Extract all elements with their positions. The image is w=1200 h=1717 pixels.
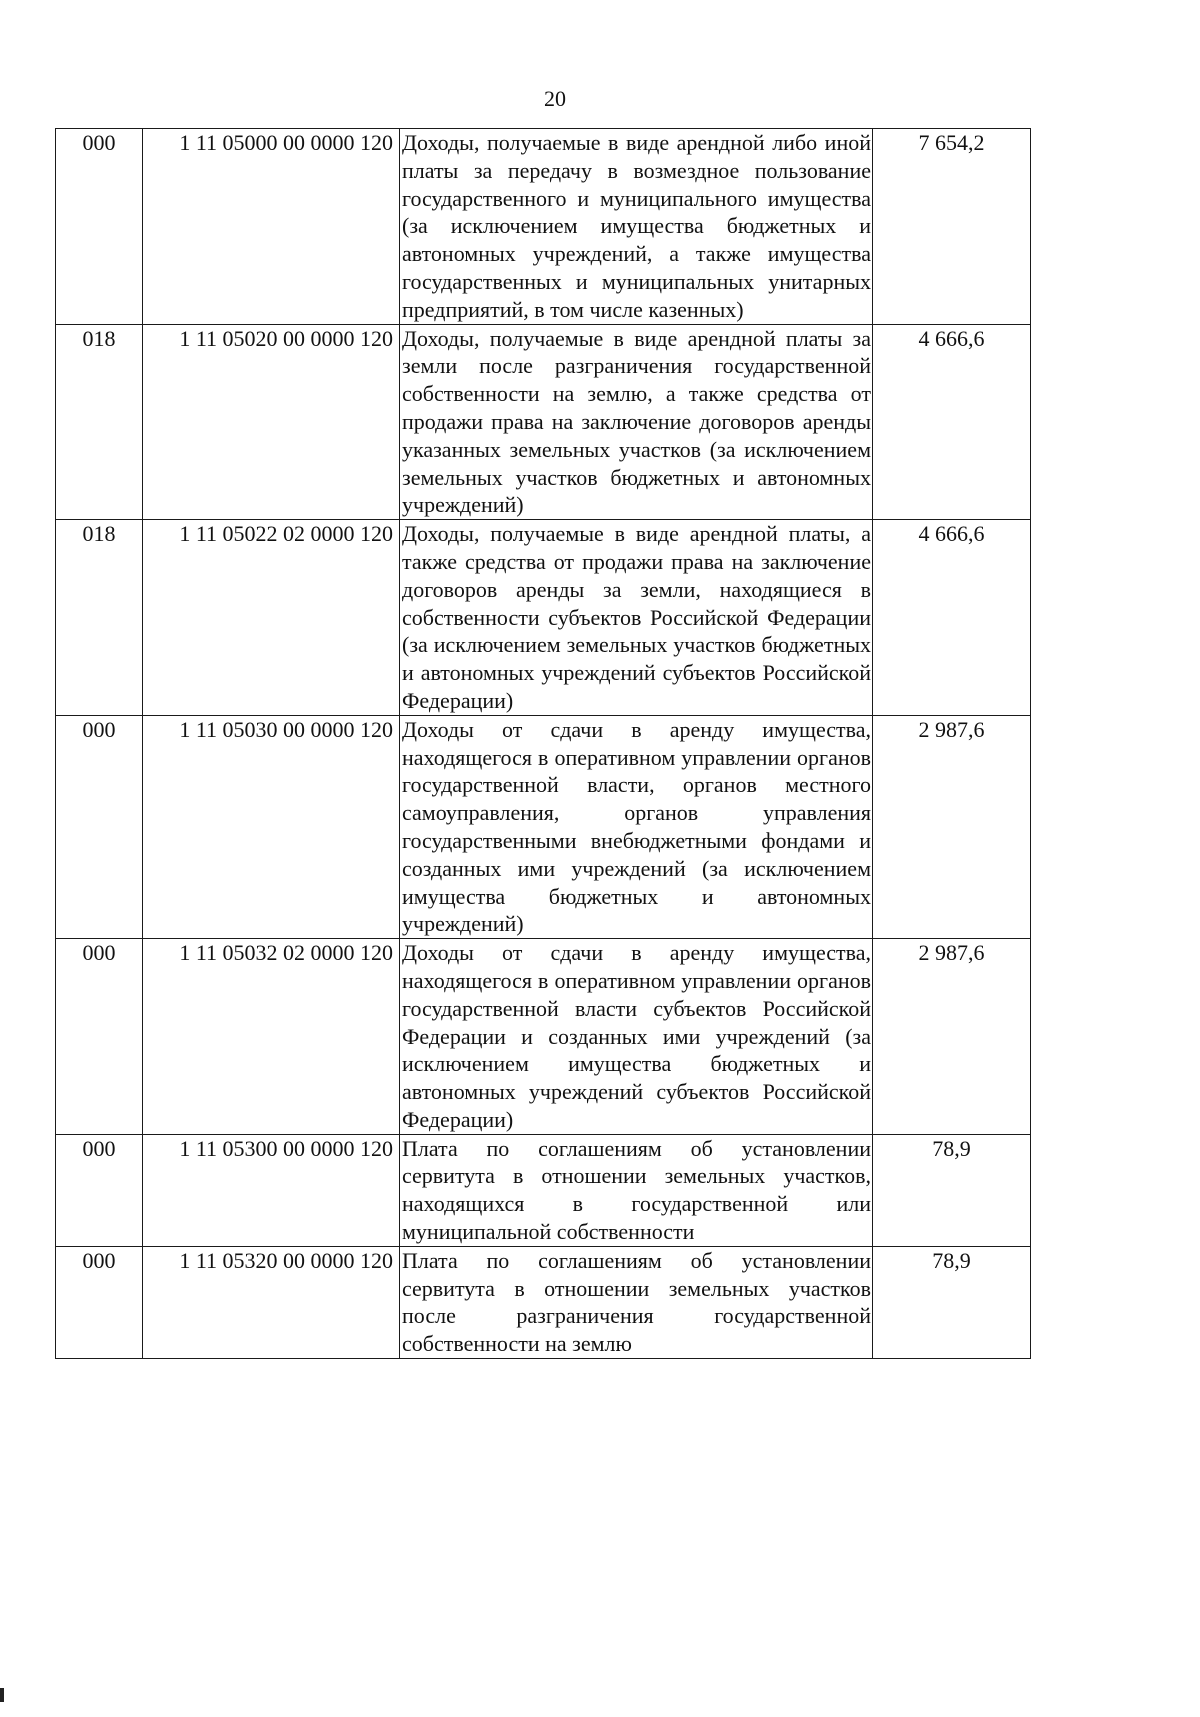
budget-classification-code-cell: 1 11 05030 00 0000 120 <box>143 715 400 938</box>
budget-classification-code-cell: 1 11 05300 00 0000 120 <box>143 1134 400 1246</box>
budget-classification-code-cell: 1 11 05032 02 0000 120 <box>143 939 400 1135</box>
amount-cell: 7 654,2 <box>873 129 1031 325</box>
amount-cell: 78,9 <box>873 1246 1031 1358</box>
amount-cell: 4 666,6 <box>873 324 1031 520</box>
amount-cell: 2 987,6 <box>873 939 1031 1135</box>
table-row <box>56 1134 1031 1246</box>
amount-cell: 2 987,6 <box>873 715 1031 938</box>
budget-classification-code-cell: 1 11 05020 00 0000 120 <box>143 324 400 520</box>
admin-code-cell: 018 <box>56 324 143 520</box>
revenue-name-cell: Доходы от сдачи в аренду имущества, находящегося в оперативном управлении органов государственной власти субъектов Российской Федерации и созданных ими учреждений (за исключением имущества бюджетных и автономных учреждений субъектов Российской Федерации) <box>400 939 873 1135</box>
admin-code-cell: 000 <box>56 1246 143 1358</box>
budget-classification-code-cell: 1 11 05022 02 0000 120 <box>143 520 400 716</box>
table-row <box>56 520 1031 716</box>
page-number: 20 <box>544 86 566 111</box>
admin-code-cell: 000 <box>56 715 143 938</box>
table-row <box>56 1246 1031 1358</box>
table-row <box>56 715 1031 938</box>
scan-artifact-mark <box>0 1688 4 1702</box>
revenue-name-cell: Плата по соглашениям об установлении сервитута в отношении земельных участков, находящихся в государственной или муниципальной собственности <box>400 1134 873 1246</box>
table-row <box>56 324 1031 520</box>
amount-cell: 78,9 <box>873 1134 1031 1246</box>
admin-code-cell: 000 <box>56 939 143 1135</box>
budget-classification-code-cell: 1 11 05000 00 0000 120 <box>143 129 400 325</box>
revenue-name-cell: Доходы от сдачи в аренду имущества, находящегося в оперативном управлении органов государственной власти, органов местного самоуправления, органов управления государственными внебюджетными фондами и созданных ими учреждений (за исключением имущества бюджетных и автономных учреждений) <box>400 715 873 938</box>
admin-code-cell: 000 <box>56 129 143 325</box>
revenue-name-cell: Доходы, получаемые в виде арендной платы за земли после разграничения государственной собственности на землю, а также средства от продажи права на заключение договоров аренды указанных земельных участков (за исключением земельных участков бюджетных и автономных учреждений) <box>400 324 873 520</box>
revenue-name-cell: Плата по соглашениям об установлении сервитута в отношении земельных участков после разграничения государственной собственности на землю <box>400 1246 873 1358</box>
budget-classification-code-cell: 1 11 05320 00 0000 120 <box>143 1246 400 1358</box>
admin-code-cell: 000 <box>56 1134 143 1246</box>
amount-cell: 4 666,6 <box>873 520 1031 716</box>
table-row <box>56 129 1031 325</box>
admin-code-cell: 018 <box>56 520 143 716</box>
revenue-name-cell: Доходы, получаемые в виде арендной платы, а также средства от продажи права на заключение договоров аренды за земли, находящиеся в собственности субъектов Российской Федерации (за исключением земельных участков бюджетных и автономных учреждений субъектов Российской Федерации) <box>400 520 873 716</box>
table-row <box>56 939 1031 1135</box>
revenue-name-cell: Доходы, получаемые в виде арендной либо иной платы за передачу в возмездное пользование государственного и муниципального имущества (за исключением имущества бюджетных и автономных учреждений, а также имущества государственных и муниципальных унитарных предприятий, в том числе казенных) <box>400 129 873 325</box>
budget-revenue-table <box>55 128 1031 1359</box>
